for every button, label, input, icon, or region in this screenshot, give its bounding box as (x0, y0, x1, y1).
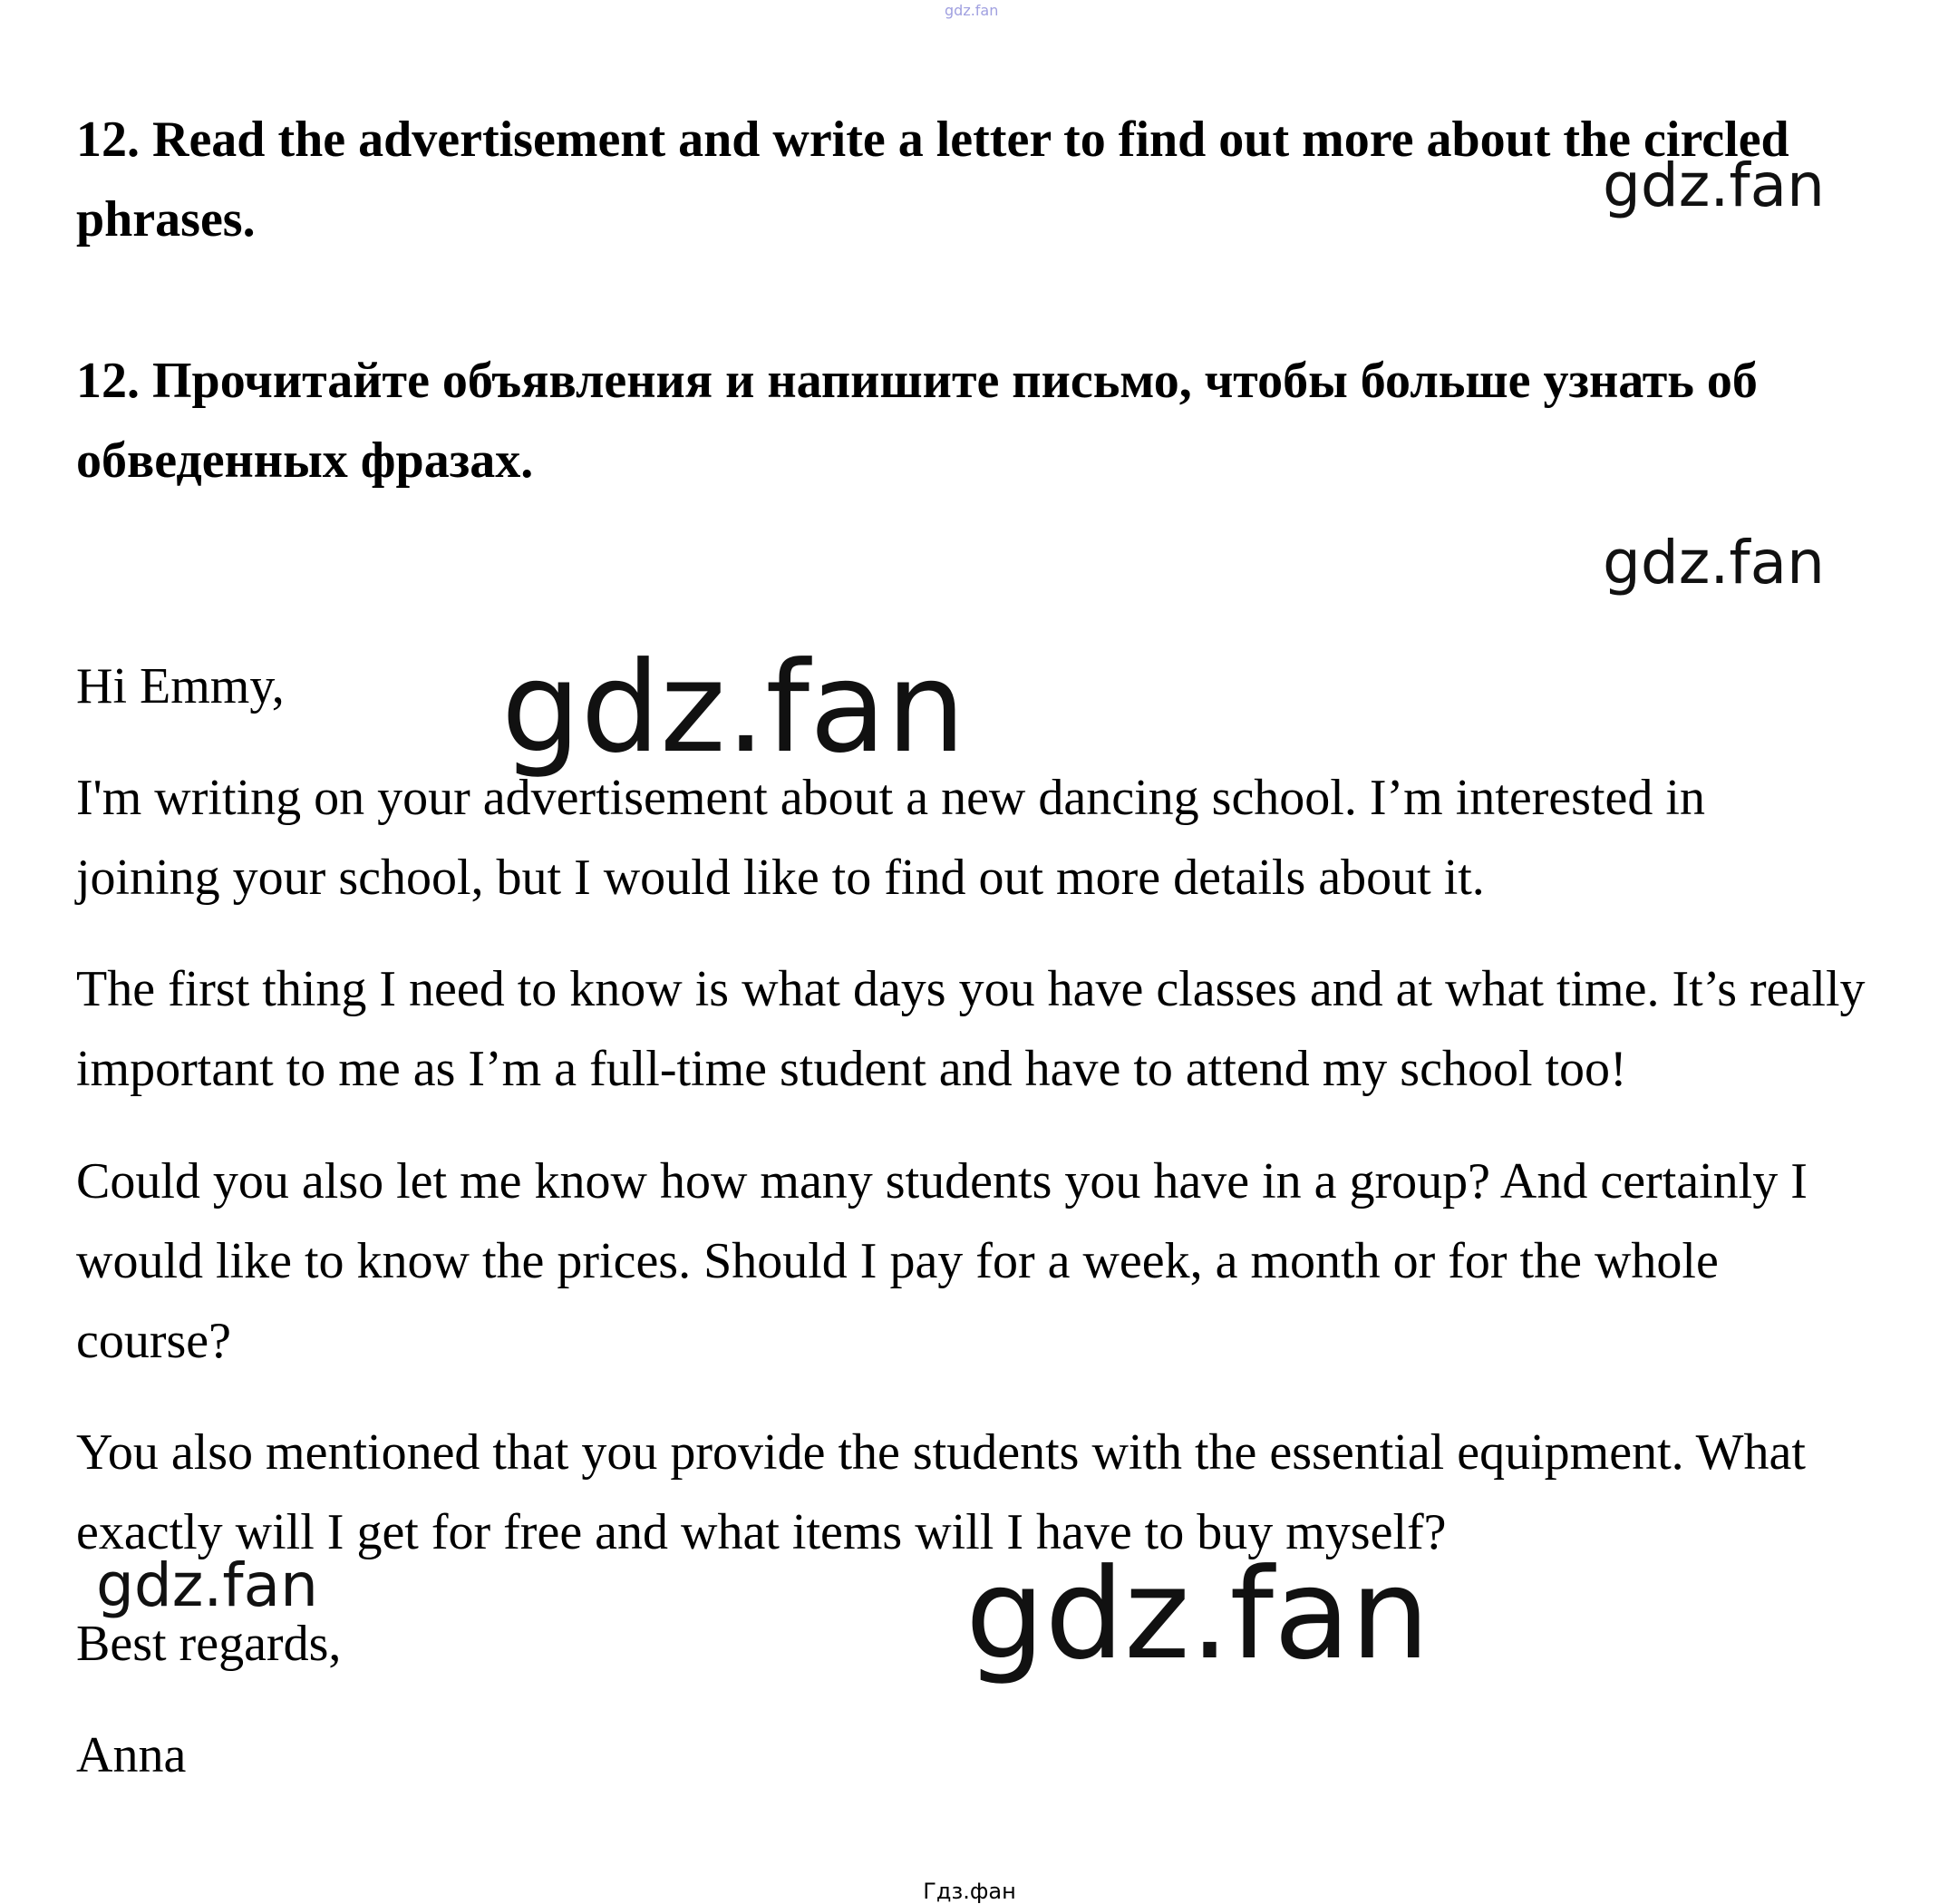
letter-paragraph-1: I'm writing on your advertisement about a new dancing school. I’m interested in joining your school, but I would like to find out more details about it. (76, 770, 1705, 906)
letter-closing: Best regards, (76, 1616, 342, 1672)
watermark: gdz.fan (965, 1541, 1430, 1687)
task-heading-english: 12. Read the advertisement and write a letter to find out more about the circled phrases. (76, 112, 1789, 248)
task-heading-russian: 12. Прочитайте объявления и напишите письмо, чтобы больше узнать об обведенных фразах. (76, 353, 1758, 489)
letter-paragraph-4: You also mentioned that you provide the students with the essential equipment. What exactly will I get for free and what items will I have to buy myself? (76, 1424, 1806, 1560)
watermark: gdz.fan (1603, 528, 1825, 597)
letter-greeting: Hi Emmy, (76, 658, 285, 714)
top-watermark: gdz.fan (945, 2, 999, 19)
letter-signature: Anna (76, 1727, 187, 1783)
watermark: gdz.fan (1603, 151, 1825, 220)
letter-paragraph-3: Could you also let me know how many students you have in a group? And certainly I would like to know the prices. Should I pay for a week, a month or for the whole course? (76, 1153, 1808, 1369)
letter-paragraph-2: The first thing I need to know is what days you have classes and at what time. It’s really important to me as I’m a full-time student and have to attend my school too! (76, 961, 1866, 1097)
watermark: gdz.fan (501, 635, 966, 781)
watermark: gdz.fan (96, 1550, 318, 1620)
footer-label: Гдз.фан (923, 1879, 1016, 1904)
